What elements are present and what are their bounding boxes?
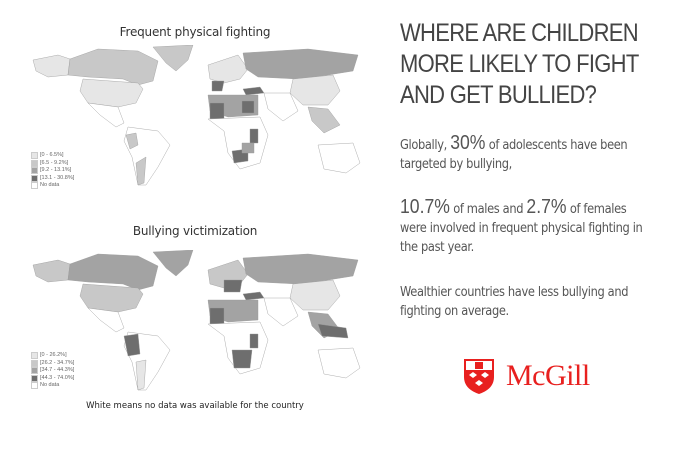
headline-line: AND GET BULLIED? [400,81,597,109]
legend-label: [34.7 - 44.3%] [40,367,75,374]
bullying-map-legend [31,352,74,390]
legend-label: [0 - 6.5%] [40,152,64,159]
headline-line: MORE LIKELY TO FIGHT [400,50,639,78]
fighting-map-legend [31,152,74,190]
legend-item [31,152,74,160]
fact-text: Globally, [400,138,447,153]
legend-item [31,360,74,368]
wealth-fact: Wealthier countries have less bullying and fighting on average. [400,285,629,319]
legend-item [31,167,74,175]
legend-swatch [31,367,38,374]
legend-swatch [31,167,38,174]
legend-swatch [31,175,38,182]
legend-item [31,175,74,183]
legend-item [31,375,74,383]
fighting-world-map [28,45,363,195]
bullying-percent: 30% [450,132,486,154]
legend-label: No data [40,182,60,189]
bullying-map-title: Bullying victimization [132,224,258,238]
legend-swatch [31,352,38,359]
legend-label: [44.3 - 74.0%] [40,374,75,381]
bullying-world-map [28,250,363,400]
legend-swatch [31,360,38,367]
legend-item [31,382,74,390]
legend-swatch [31,375,38,382]
fact-text: of adolescents have been targeted by bullying, [400,138,628,172]
no-data-caption: White means no data was available for the country [86,401,304,411]
legend-label: No data [40,382,60,389]
legend-label: [6.5 - 9.2%] [40,159,69,166]
fighting-fact [400,198,655,257]
legend-item [31,367,74,375]
mcgill-logo [462,357,590,395]
legend-swatch [31,382,38,389]
legend-item [31,182,74,190]
legend-label: [13.1 - 30.8%] [40,174,75,181]
legend-label: [26.2 - 34.7%] [40,359,75,366]
headline-line: WHERE ARE CHILDREN [400,19,638,47]
fighting-map-title: Frequent physical fighting [119,25,271,39]
mcgill-wordmark: McGill [506,359,590,392]
fact-text: of females were involved in frequent physical fighting in the past year. [400,202,643,255]
legend-label: [9.2 - 13.1%] [40,167,72,174]
legend-label: [0 - 26.2%] [40,352,67,359]
legend-swatch [31,152,38,159]
female-fighting-percent: 2.7% [526,196,567,218]
fact-text: of males and [453,202,524,217]
legend-swatch [31,182,38,189]
legend-item [31,352,74,360]
male-fighting-percent: 10.7% [400,196,450,218]
headline [400,18,651,111]
legend-swatch [31,160,38,167]
legend-item [31,160,74,168]
mcgill-shield-icon [462,357,496,395]
bullying-fact [400,134,655,174]
